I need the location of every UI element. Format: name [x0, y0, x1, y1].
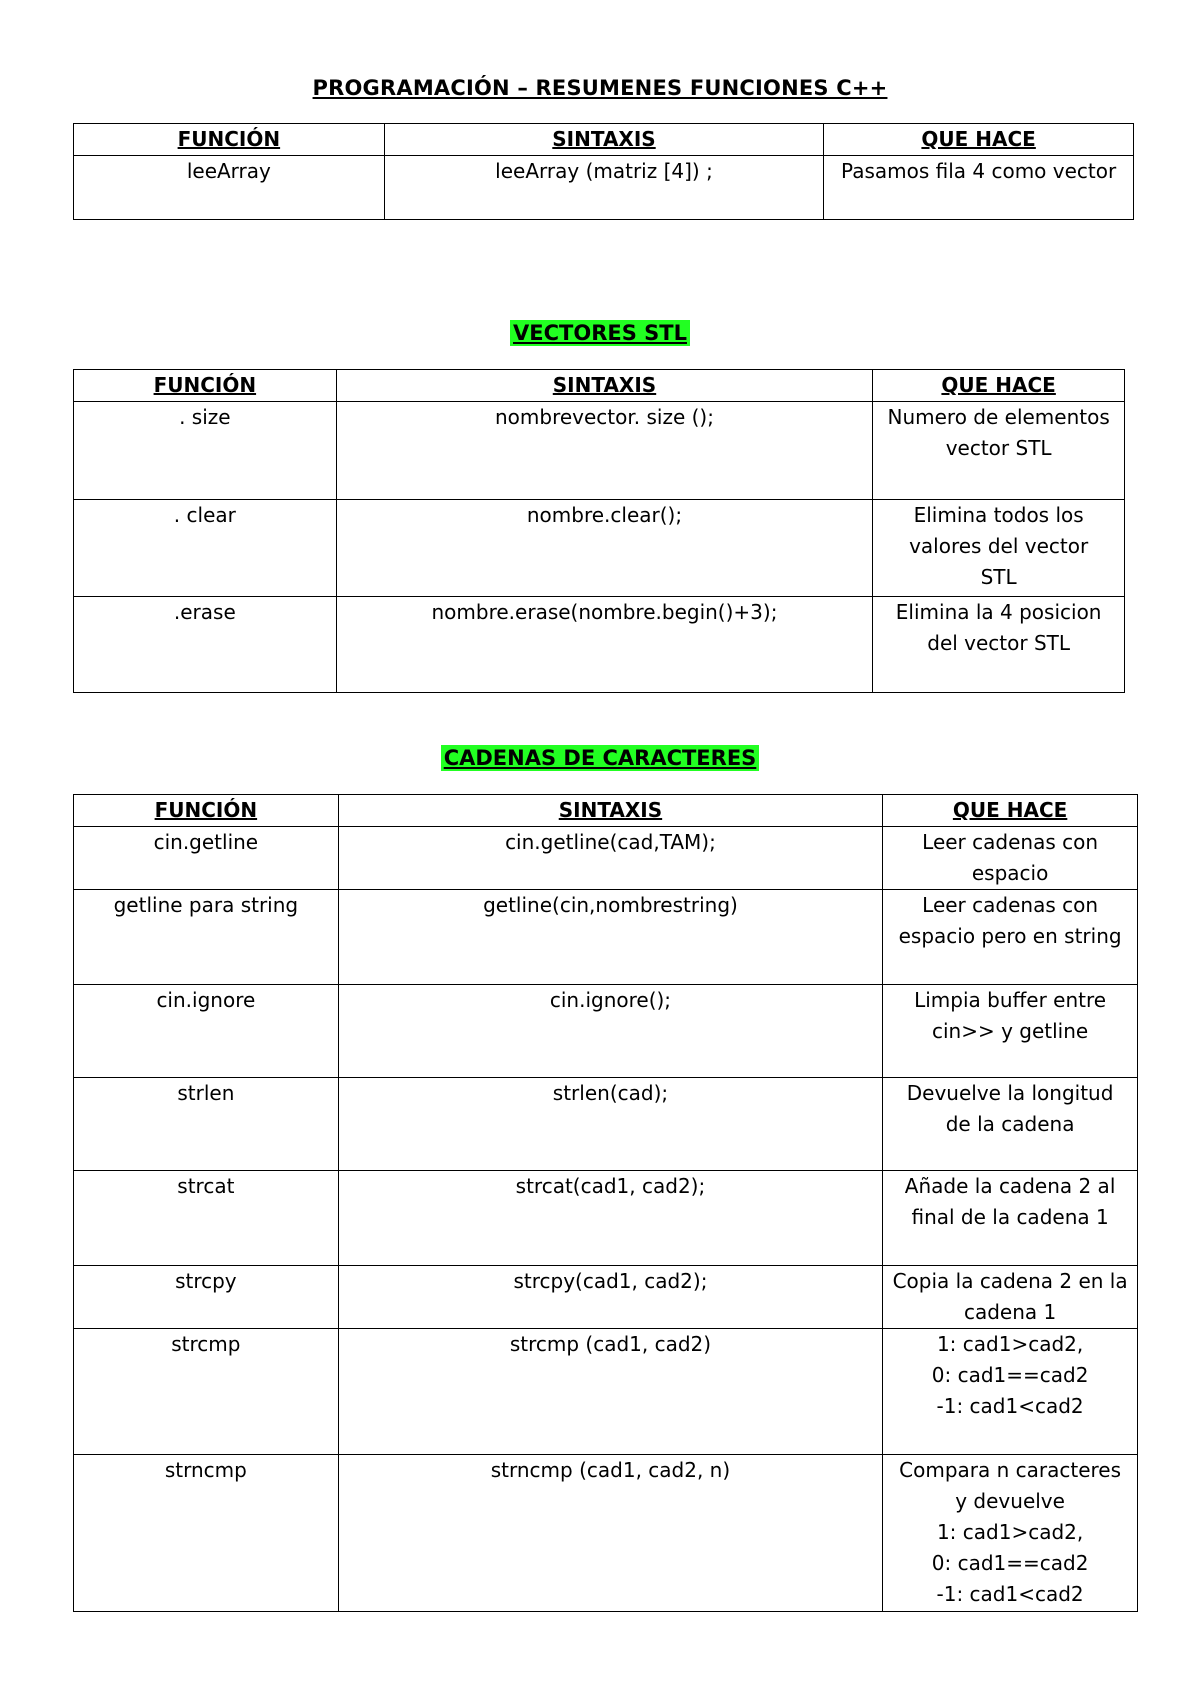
functions-table — [73, 123, 1134, 220]
cell-sintaxis: strcat(cad1, cad2); — [338, 1171, 882, 1266]
cell-sintaxis: leeArray (matriz [4]) ; — [384, 156, 824, 220]
cell-que-hace: Devuelve la longitud de la cadena — [883, 1078, 1138, 1171]
section-title-vectores-label: VECTORES STL — [510, 320, 690, 346]
section-title-cadenas-label: CADENAS DE CARACTERES — [441, 745, 760, 771]
cell-funcion: . clear — [74, 500, 337, 597]
table-row — [74, 1266, 1138, 1329]
cell-funcion: . size — [74, 402, 337, 500]
table-row — [74, 156, 1134, 220]
table-row — [74, 1455, 1138, 1612]
header-que-hace: QUE HACE — [824, 124, 1134, 156]
cell-funcion: cin.ignore — [74, 985, 339, 1078]
header-que-hace: QUE HACE — [873, 370, 1125, 402]
cell-sintaxis: strcpy(cad1, cad2); — [338, 1266, 882, 1329]
cell-funcion: getline para string — [74, 890, 339, 985]
table-header-row — [74, 124, 1134, 156]
cell-que-hace: Añade la cadena 2 al final de la cadena 1 — [883, 1171, 1138, 1266]
header-sintaxis: SINTAXIS — [336, 370, 873, 402]
cell-sintaxis: strlen(cad); — [338, 1078, 882, 1171]
cell-que-hace: Leer cadenas con espacio pero en string — [883, 890, 1138, 985]
section-title-cadenas — [0, 746, 1200, 770]
cell-funcion: .erase — [74, 597, 337, 693]
table-row — [74, 500, 1125, 597]
section-title-vectores — [0, 321, 1200, 345]
cell-que-hace: Leer cadenas con espacio — [883, 827, 1138, 890]
cell-funcion: cin.getline — [74, 827, 339, 890]
cell-funcion: strcpy — [74, 1266, 339, 1329]
cell-sintaxis: nombre.erase(nombre.begin()+3); — [336, 597, 873, 693]
table-row — [74, 827, 1138, 890]
cell-sintaxis: strncmp (cad1, cad2, n) — [338, 1455, 882, 1612]
cell-que-hace: Numero de elementos vector STL — [873, 402, 1125, 500]
table-header-row — [74, 795, 1138, 827]
header-sintaxis: SINTAXIS — [338, 795, 882, 827]
cell-que-hace: Elimina la 4 posicion del vector STL — [873, 597, 1125, 693]
table-row — [74, 402, 1125, 500]
page-title: PROGRAMACIÓN – RESUMENES FUNCIONES C++ — [312, 76, 888, 100]
cell-funcion: strcat — [74, 1171, 339, 1266]
table-row — [74, 1078, 1138, 1171]
cell-sintaxis: strcmp (cad1, cad2) — [338, 1329, 882, 1455]
cell-sintaxis: cin.ignore(); — [338, 985, 882, 1078]
cell-funcion: strlen — [74, 1078, 339, 1171]
header-funcion: FUNCIÓN — [74, 370, 337, 402]
cadenas-table — [73, 794, 1138, 1612]
table-row — [74, 985, 1138, 1078]
cell-funcion: strncmp — [74, 1455, 339, 1612]
vectores-table — [73, 369, 1125, 693]
cell-sintaxis: getline(cin,nombrestring) — [338, 890, 882, 985]
header-que-hace: QUE HACE — [883, 795, 1138, 827]
cell-que-hace: Copia la cadena 2 en la cadena 1 — [883, 1266, 1138, 1329]
cell-que-hace: Limpia buffer entre cin>> y getline — [883, 985, 1138, 1078]
header-funcion: FUNCIÓN — [74, 124, 385, 156]
table-row — [74, 597, 1125, 693]
table-header-row — [74, 370, 1125, 402]
header-funcion: FUNCIÓN — [74, 795, 339, 827]
cell-funcion: strcmp — [74, 1329, 339, 1455]
cell-que-hace: Compara n caracteres y devuelve 1: cad1>cad2, 0: cad1==cad2 -1: cad1<cad2 — [883, 1455, 1138, 1612]
cell-sintaxis: nombrevector. size (); — [336, 402, 873, 500]
cell-que-hace: 1: cad1>cad2, 0: cad1==cad2 -1: cad1<cad2 — [883, 1329, 1138, 1455]
cell-funcion: leeArray — [74, 156, 385, 220]
table-row — [74, 1329, 1138, 1455]
cell-que-hace: Pasamos fila 4 como vector — [824, 156, 1134, 220]
header-sintaxis: SINTAXIS — [384, 124, 824, 156]
cell-sintaxis: cin.getline(cad,TAM); — [338, 827, 882, 890]
cell-sintaxis: nombre.clear(); — [336, 500, 873, 597]
cell-que-hace: Elimina todos los valores del vector STL — [873, 500, 1125, 597]
table-row — [74, 1171, 1138, 1266]
table-row — [74, 890, 1138, 985]
